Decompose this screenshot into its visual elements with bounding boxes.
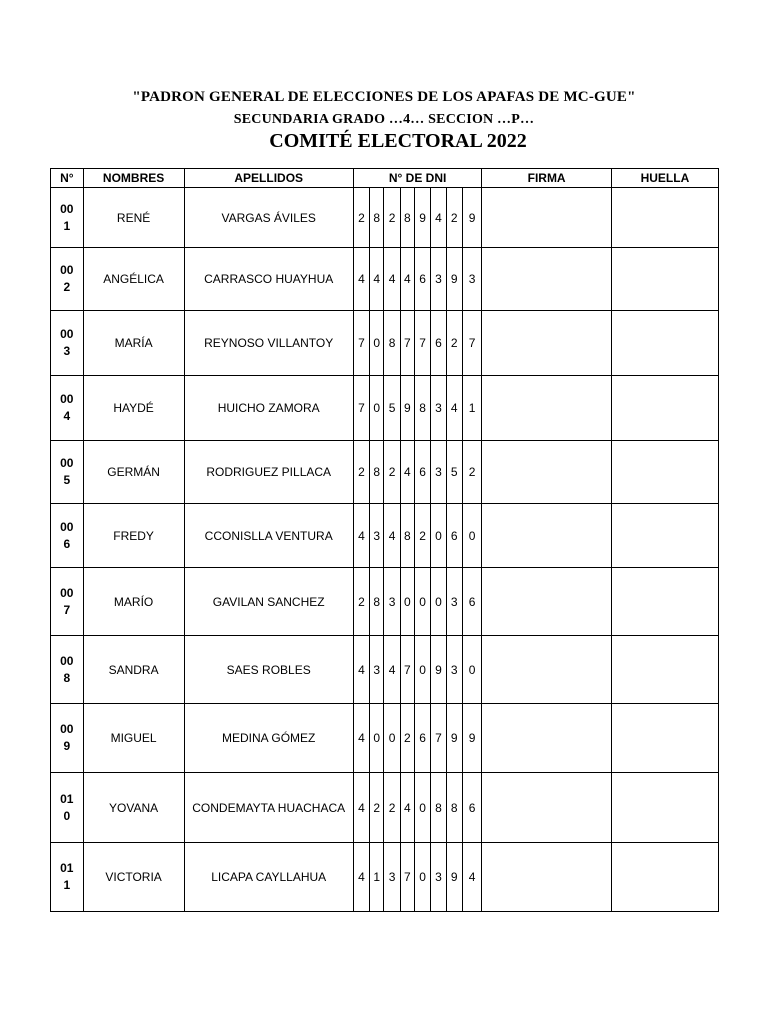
row-number-bottom: 9: [63, 739, 71, 753]
voter-first-name: YOVANA: [83, 773, 184, 843]
fingerprint-cell[interactable]: [611, 504, 718, 568]
dni-digit: 8: [370, 188, 384, 248]
dni-digit: 0: [462, 636, 481, 704]
dni-digit: 6: [414, 248, 430, 311]
row-number-bottom: 1: [63, 878, 71, 892]
dni-digit: 4: [400, 248, 414, 311]
dni-digit: 8: [384, 311, 400, 376]
row-number-top: 00: [60, 327, 74, 341]
dni-digit: 3: [462, 248, 481, 311]
voter-first-name: HAYDÉ: [83, 376, 184, 441]
table-row: [51, 704, 719, 773]
grade-section-line: SECUNDARIA GRADO …4… SECCION …P…: [233, 112, 535, 127]
dni-digit: 9: [446, 248, 462, 311]
table-row: [51, 773, 719, 843]
dni-digit: 9: [462, 188, 481, 248]
dni-digit: 7: [353, 376, 369, 441]
signature-cell[interactable]: [482, 568, 612, 636]
row-number-top: 00: [60, 722, 74, 736]
row-number-top: 00: [60, 201, 74, 216]
dni-digit: 7: [462, 311, 481, 376]
dni-digit: 5: [384, 376, 400, 441]
signature-cell[interactable]: [482, 773, 612, 843]
table-row: [51, 188, 719, 248]
dni-digit: 8: [370, 441, 384, 504]
voter-last-name: LICAPA CAYLLAHUA: [184, 843, 353, 912]
row-number: [51, 636, 84, 704]
dni-digit: 0: [370, 311, 384, 376]
table-row: [51, 441, 719, 504]
dni-digit: 7: [431, 704, 446, 773]
row-number: [51, 188, 84, 248]
voter-last-name: VARGAS ÁVILES: [184, 188, 353, 248]
row-number-bottom: 4: [63, 409, 71, 423]
dni-digit: 0: [414, 843, 430, 912]
dni-digit: 8: [446, 773, 462, 843]
voter-last-name: MEDINA GÓMEZ: [184, 704, 353, 773]
fingerprint-cell[interactable]: [611, 248, 718, 311]
dni-digit: 6: [446, 504, 462, 568]
dni-digit: 0: [462, 504, 481, 568]
dni-digit: 0: [414, 636, 430, 704]
table-row: [51, 248, 719, 311]
dni-digit: 8: [370, 568, 384, 636]
signature-cell[interactable]: [482, 843, 612, 912]
signature-cell[interactable]: [482, 376, 612, 441]
dni-digit: 3: [370, 636, 384, 704]
voter-first-name: RENÉ: [83, 188, 184, 248]
signature-cell[interactable]: [482, 188, 612, 248]
dni-digit: 4: [353, 773, 369, 843]
dni-digit: 4: [353, 843, 369, 912]
fingerprint-cell[interactable]: [611, 773, 718, 843]
fingerprint-cell[interactable]: [611, 441, 718, 504]
dni-digit: 0: [370, 704, 384, 773]
row-number: [51, 773, 84, 843]
fingerprint-cell[interactable]: [611, 188, 718, 248]
row-number-top: 00: [60, 456, 74, 470]
dni-digit: 7: [400, 311, 414, 376]
row-number-top: 00: [60, 392, 74, 406]
col-header-num: N°: [51, 169, 84, 188]
dni-digit: 7: [353, 311, 369, 376]
voter-first-name: GERMÁN: [83, 441, 184, 504]
dni-digit: 7: [400, 636, 414, 704]
dni-digit: 4: [462, 843, 481, 912]
dni-digit: 5: [446, 441, 462, 504]
dni-digit: 2: [384, 773, 400, 843]
signature-cell[interactable]: [482, 248, 612, 311]
row-number-bottom: 0: [63, 808, 71, 823]
table-row: [51, 504, 719, 568]
dni-digit: 0: [384, 704, 400, 773]
dni-digit: 2: [462, 441, 481, 504]
table-body: [51, 188, 719, 912]
row-number: [51, 704, 84, 773]
dni-digit: 4: [446, 376, 462, 441]
row-number: [51, 441, 84, 504]
dni-digit: 3: [384, 843, 400, 912]
row-number-bottom: 2: [63, 280, 71, 294]
voter-roll-table: [50, 168, 719, 912]
row-number: [51, 248, 84, 311]
row-number-bottom: 1: [63, 218, 71, 233]
dni-digit: 2: [370, 773, 384, 843]
dni-digit: 3: [384, 568, 400, 636]
fingerprint-cell[interactable]: [611, 568, 718, 636]
dni-digit: 2: [353, 188, 369, 248]
signature-cell[interactable]: [482, 704, 612, 773]
dni-digit: 6: [462, 773, 481, 843]
table-row: [51, 376, 719, 441]
fingerprint-cell[interactable]: [611, 376, 718, 441]
voter-last-name: GAVILAN SANCHEZ: [184, 568, 353, 636]
dni-digit: 6: [462, 568, 481, 636]
row-number-bottom: 3: [63, 344, 71, 358]
committee-title: COMITÉ ELECTORAL 2022: [269, 130, 527, 152]
row-number-bottom: 5: [63, 473, 71, 487]
fingerprint-cell[interactable]: [611, 843, 718, 912]
dni-digit: 4: [400, 773, 414, 843]
row-number: [51, 568, 84, 636]
document-title: "PADRON GENERAL DE ELECCIONES DE LOS APAFAS DE MC-GUE": [132, 89, 636, 105]
dni-digit: 7: [414, 311, 430, 376]
dni-digit: 2: [400, 704, 414, 773]
dni-digit: 6: [414, 704, 430, 773]
dni-digit: 8: [431, 773, 446, 843]
voter-first-name: FREDY: [83, 504, 184, 568]
dni-digit: 4: [353, 704, 369, 773]
dni-digit: 9: [431, 636, 446, 704]
dni-digit: 9: [462, 704, 481, 773]
fingerprint-cell[interactable]: [611, 704, 718, 773]
row-number-top: 00: [60, 519, 74, 534]
dni-digit: 9: [446, 704, 462, 773]
col-header-dni: N° DE DNI: [353, 169, 482, 188]
dni-digit: 2: [384, 441, 400, 504]
col-header-huella: HUELLA: [611, 169, 718, 188]
row-number-bottom: 8: [63, 670, 71, 685]
table-row: [51, 311, 719, 376]
voter-first-name: VICTORIA: [83, 843, 184, 912]
voter-last-name: REYNOSO VILLANTOY: [184, 311, 353, 376]
dni-digit: 4: [400, 441, 414, 504]
row-number: [51, 843, 84, 912]
dni-digit: 0: [400, 568, 414, 636]
voter-last-name: SAES ROBLES: [184, 636, 353, 704]
row-number-top: 00: [60, 585, 74, 600]
col-header-nombres: NOMBRES: [83, 169, 184, 188]
signature-cell[interactable]: [482, 311, 612, 376]
dni-digit: 7: [400, 843, 414, 912]
signature-cell[interactable]: [482, 441, 612, 504]
row-number: [51, 376, 84, 441]
dni-digit: 2: [446, 311, 462, 376]
voter-first-name: SANDRA: [83, 636, 184, 704]
dni-digit: 2: [353, 568, 369, 636]
row-number-bottom: 7: [63, 602, 71, 617]
dni-digit: 2: [384, 188, 400, 248]
row-number-bottom: 6: [63, 536, 71, 551]
dni-digit: 0: [431, 504, 446, 568]
table-row: [51, 568, 719, 636]
voter-last-name: CARRASCO HUAYHUA: [184, 248, 353, 311]
dni-digit: 9: [446, 843, 462, 912]
row-number-top: 01: [60, 791, 74, 806]
dni-digit: 2: [414, 504, 430, 568]
fingerprint-cell[interactable]: [611, 636, 718, 704]
dni-digit: 8: [400, 504, 414, 568]
dni-digit: 0: [370, 376, 384, 441]
dni-digit: 0: [414, 773, 430, 843]
voter-first-name: MIGUEL: [83, 704, 184, 773]
voter-last-name: HUICHO ZAMORA: [184, 376, 353, 441]
dni-digit: 3: [431, 376, 446, 441]
dni-digit: 6: [414, 441, 430, 504]
row-number-top: 00: [60, 263, 74, 277]
dni-digit: 3: [446, 568, 462, 636]
dni-digit: 3: [431, 441, 446, 504]
col-header-apellidos: APELLIDOS: [184, 169, 353, 188]
voter-first-name: MARÍA: [83, 311, 184, 376]
row-number: [51, 311, 84, 376]
dni-digit: 8: [400, 188, 414, 248]
fingerprint-cell[interactable]: [611, 311, 718, 376]
dni-digit: 4: [384, 504, 400, 568]
dni-digit: 3: [431, 248, 446, 311]
dni-digit: 4: [384, 636, 400, 704]
dni-digit: 1: [370, 843, 384, 912]
table-row: [51, 843, 719, 912]
voter-last-name: RODRIGUEZ PILLACA: [184, 441, 353, 504]
dni-digit: 4: [353, 504, 369, 568]
dni-digit: 3: [446, 636, 462, 704]
col-header-firma: FIRMA: [482, 169, 612, 188]
table-header-row: [51, 169, 719, 188]
dni-digit: 9: [400, 376, 414, 441]
row-number-top: 00: [60, 653, 74, 668]
dni-digit: 4: [431, 188, 446, 248]
dni-digit: 6: [431, 311, 446, 376]
voter-first-name: MARÍO: [83, 568, 184, 636]
dni-digit: 3: [370, 504, 384, 568]
row-number: [51, 504, 84, 568]
voter-first-name: ANGÉLICA: [83, 248, 184, 311]
dni-digit: 4: [384, 248, 400, 311]
table-row: [51, 636, 719, 704]
dni-digit: 8: [414, 376, 430, 441]
dni-digit: 2: [446, 188, 462, 248]
signature-cell[interactable]: [482, 504, 612, 568]
voter-last-name: CCONISLLA VENTURA: [184, 504, 353, 568]
dni-digit: 0: [431, 568, 446, 636]
dni-digit: 4: [353, 248, 369, 311]
dni-digit: 1: [462, 376, 481, 441]
dni-digit: 4: [370, 248, 384, 311]
row-number-top: 01: [60, 861, 74, 875]
dni-digit: 4: [353, 636, 369, 704]
dni-digit: 3: [431, 843, 446, 912]
dni-digit: 0: [414, 568, 430, 636]
dni-digit: 2: [353, 441, 369, 504]
dni-digit: 9: [414, 188, 430, 248]
signature-cell[interactable]: [482, 636, 612, 704]
voter-last-name: CONDEMAYTA HUACHACA: [184, 773, 353, 843]
